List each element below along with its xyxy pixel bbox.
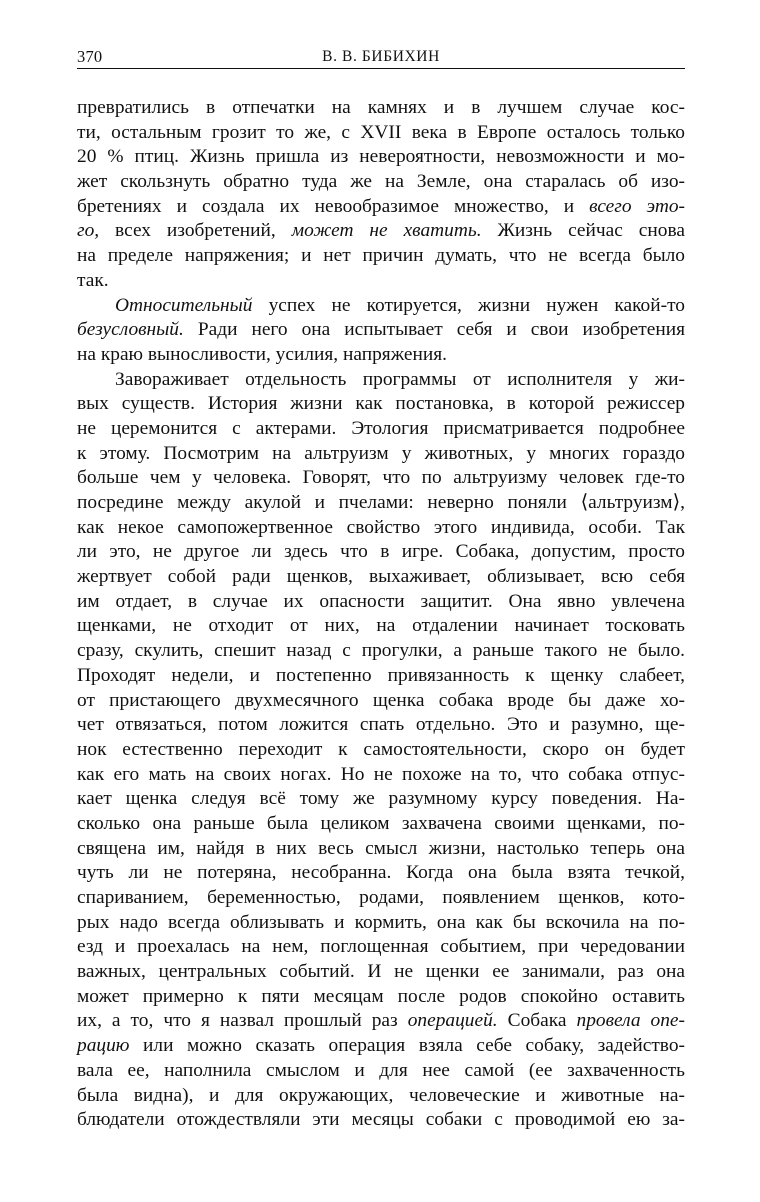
italic-run: безусловный.: [77, 319, 184, 341]
text-line: [77, 837, 685, 862]
text-run: Ради него она испытывает себя и свои изобретения: [183, 319, 685, 341]
text-line: [77, 318, 685, 343]
text-run: им отдает, в случае их опасности защитит. Она явно увлечена: [77, 590, 685, 612]
text-run: сразу, скулить, спешит назад с прогулки, а раньше такого не было.: [77, 640, 685, 662]
text-line: [77, 269, 685, 294]
text-line: [77, 145, 685, 170]
text-run: Собака: [497, 1010, 577, 1032]
text-line: [77, 368, 685, 393]
text-run: была видна), и для окружающих, человеческие и животные на-: [77, 1084, 685, 1106]
text-run: Жизнь сейчас снова: [481, 220, 685, 242]
text-line: [77, 219, 685, 244]
text-line: [77, 343, 685, 368]
paragraph: [77, 368, 685, 1133]
text-run: езд и проехалась на нем, поглощенная событием, при чередовании: [77, 936, 685, 958]
text-line: [77, 244, 685, 269]
text-run: блюдатели отождествляли эти месяцы собаки с проводимой ею за-: [77, 1109, 685, 1131]
text-line: [77, 1059, 685, 1084]
text-run: жет скользнуть обратно туда же на Земле, она старалась об изо-: [77, 171, 685, 193]
text-run: бретениях и создала их невообразимое множество, и: [77, 195, 590, 217]
text-run: Проходят недели, и постепенно привязанность к щенку слабеет,: [77, 664, 685, 686]
text-run: ти, остальным грозит то же, с XVII века в Европе осталось только: [77, 121, 685, 143]
text-run: всех изобретений,: [99, 220, 292, 242]
text-line: [77, 442, 685, 467]
text-run: ли это, не другое ли здесь что в игре. Собака, допустим, просто: [77, 541, 685, 563]
text-line: [77, 1084, 685, 1109]
text-line: [77, 886, 685, 911]
text-run: на пределе напряжения; и нет причин думать, что не всегда было: [77, 245, 685, 267]
text-line: [77, 664, 685, 689]
text-run: спариванием, беременностью, родами, появлением щенков, кото-: [77, 887, 685, 908]
text-line: [77, 1108, 685, 1133]
text-run: щенками, не отходит от них, на отдалении начинает тосковать: [77, 615, 685, 637]
text-line: [77, 713, 685, 738]
page-number: 370: [77, 47, 103, 66]
page-header: [77, 44, 685, 69]
text-line: [77, 935, 685, 960]
text-line: [77, 763, 685, 788]
italic-run: может не хватить.: [291, 220, 482, 242]
italic-run: операцией.: [407, 1010, 498, 1032]
text-line: [77, 294, 685, 319]
text-line: [77, 861, 685, 886]
text-run: рых надо всегда облизывать и кормить, она как бы вскочила на по-: [77, 911, 685, 933]
text-line: [77, 787, 685, 812]
text-run: кает щенка следуя всё тому же разумному курсу поведения. На-: [77, 788, 685, 810]
italic-run: рацию: [77, 1035, 130, 1057]
text-line: [77, 960, 685, 985]
text-line: [77, 491, 685, 516]
text-line: [77, 911, 685, 936]
text-run: важных, центральных событий. И не щенки ее занимали, раз она: [77, 961, 685, 983]
text-line: [77, 565, 685, 590]
text-run: сколько она раньше была целиком захвачена своими щенками, по-: [77, 812, 685, 834]
italic-run: всего это-: [589, 195, 685, 217]
text-run: к этому. Посмотрим на альтруизм у животных, у многих гораздо: [77, 442, 685, 464]
text-run: как его мать на своих ногах. Но не похоже на то, что собака отпус-: [77, 763, 685, 785]
text-line: [77, 170, 685, 195]
text-run: 20 % птиц. Жизнь пришла из невероятности, невозможности и мо-: [77, 146, 685, 168]
body-text: [77, 96, 685, 1133]
text-run: вых существ. История жизни как постановка, в которой режиссер: [77, 393, 685, 415]
text-run: от пристающего двухмесячного щенка собака вроде бы даже хо-: [77, 689, 685, 711]
text-line: [77, 466, 685, 491]
text-line: [77, 96, 685, 121]
text-run: так.: [77, 269, 109, 291]
text-run: успех не котируется, жизни нужен какой-то: [252, 294, 685, 316]
text-line: [77, 121, 685, 146]
text-line: [77, 392, 685, 417]
text-run: нок естественно переходит к самостоятельности, скоро он будет: [77, 738, 685, 760]
text-line: [77, 689, 685, 714]
text-run: жертвует собой ради щенков, выхаживает, облизывает, всю себя: [77, 566, 685, 588]
text-run: их, а то, что я назвал прошлый раз: [77, 1010, 408, 1032]
text-run: как некое самопожертвенное свойство этого индивида, особи. Так: [77, 516, 685, 538]
running-head-author: В. В. БИБИХИН: [322, 48, 440, 65]
text-run: священа им, найдя в них весь смысл жизни, настолько теперь она: [77, 837, 685, 859]
text-run: превратились в отпечатки на камнях и в лучшем случае кос-: [77, 97, 685, 118]
text-line: [77, 1034, 685, 1059]
paragraph: [77, 294, 685, 368]
text-run: Завораживает отдельность программы от исполнителя у жи-: [115, 368, 685, 390]
text-run: вала ее, наполнила смыслом и для нее самой (ее захваченность: [77, 1059, 685, 1081]
text-line: [77, 614, 685, 639]
italic-run: Относительный: [115, 294, 253, 316]
paragraph: [77, 96, 685, 294]
text-line: [77, 540, 685, 565]
text-run: или можно сказать операция взяла себе собаку, задейство-: [129, 1035, 685, 1057]
text-run: на краю выносливости, усилия, напряжения.: [77, 343, 447, 365]
text-run: может примерно к пяти месяцам после родов спокойно оставить: [77, 985, 685, 1007]
text-line: [77, 516, 685, 541]
text-run: чуть ли не потеряна, несобранна. Когда она была взята течкой,: [77, 862, 685, 884]
text-line: [77, 639, 685, 664]
text-run: больше чем у человека. Говорят, что по альтруизму человек где-то: [77, 467, 685, 489]
text-run: посредине между акулой и пчелами: неверно поняли ⟨альтруизм⟩,: [77, 492, 685, 513]
text-line: [77, 590, 685, 615]
text-run: не церемонится с актерами. Этология присматривается подробнее: [77, 417, 685, 439]
italic-run: провела опе-: [576, 1010, 685, 1032]
text-line: [77, 1009, 685, 1034]
text-line: [77, 195, 685, 220]
text-line: [77, 417, 685, 442]
text-run: чет отвязаться, потом ложится спать отдельно. Это и разумно, ще-: [77, 714, 685, 736]
italic-run: го,: [77, 220, 100, 242]
text-line: [77, 985, 685, 1010]
text-line: [77, 812, 685, 837]
text-line: [77, 738, 685, 763]
